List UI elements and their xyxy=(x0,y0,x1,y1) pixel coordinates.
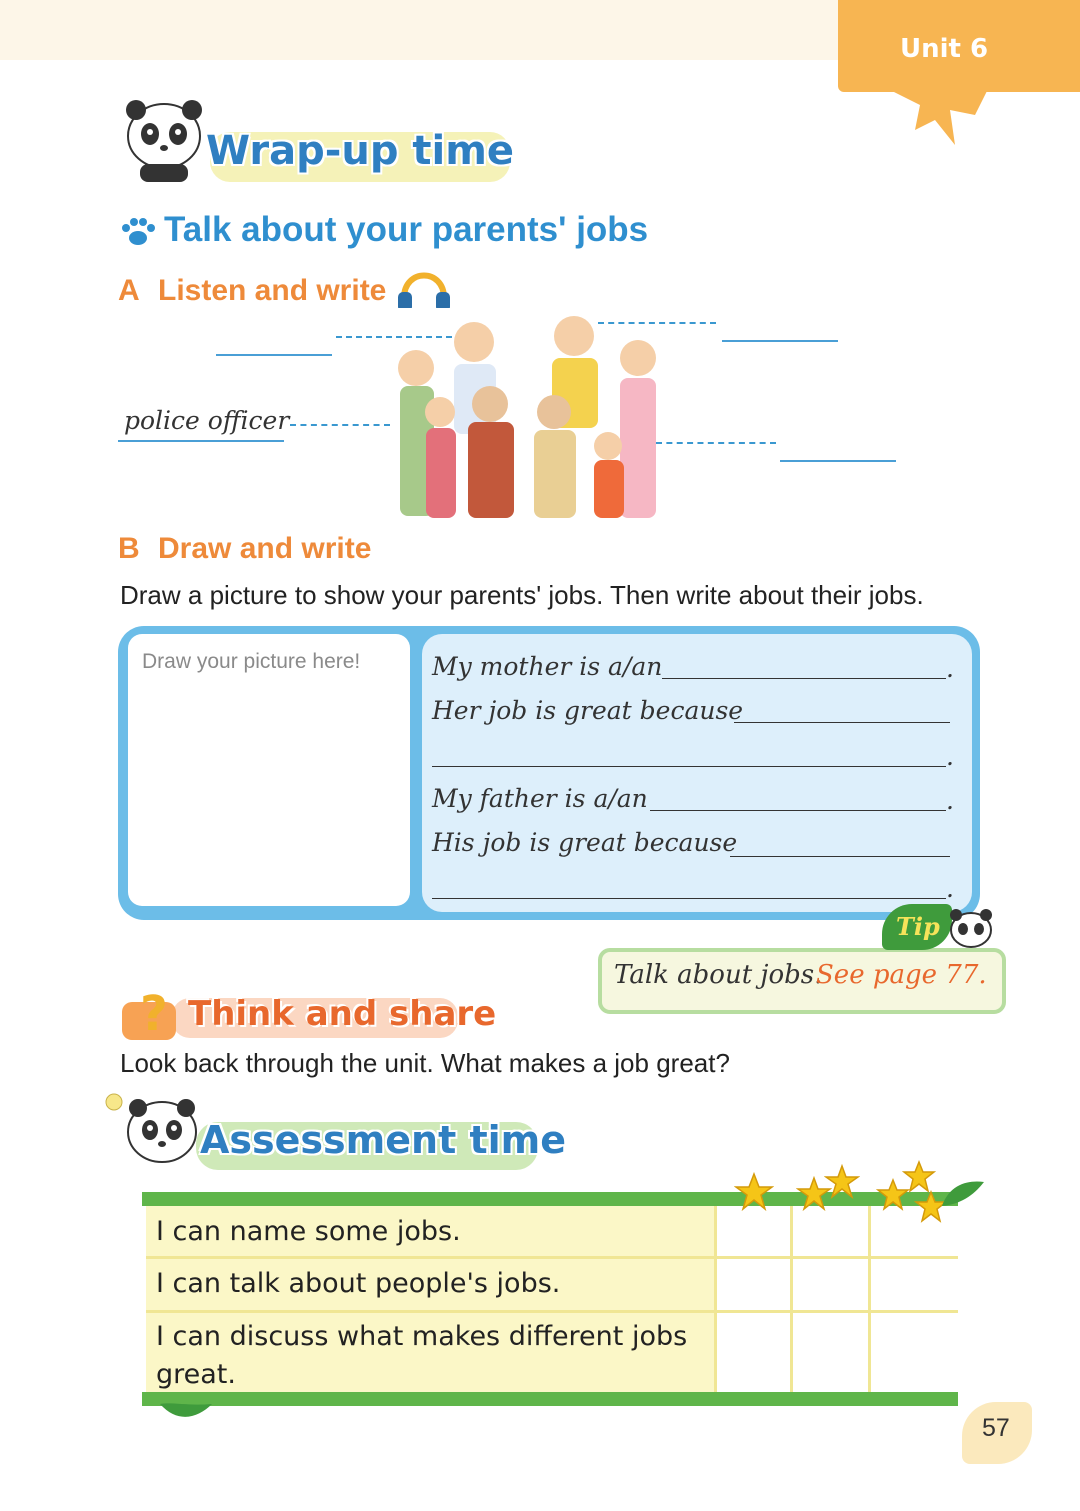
mother-prompt: My mother is a/an xyxy=(432,652,663,681)
panda-icon xyxy=(116,96,212,186)
row-divider xyxy=(146,1310,958,1313)
assessment-statement: I can name some jobs. xyxy=(156,1216,461,1247)
period: . xyxy=(946,786,954,815)
answer-line[interactable] xyxy=(216,354,332,356)
answer-example: police officer xyxy=(124,406,290,435)
column-divider xyxy=(714,1206,717,1392)
drawing-area[interactable] xyxy=(128,634,410,906)
column-divider xyxy=(790,1206,793,1392)
mother-job-line[interactable] xyxy=(662,678,946,679)
table-bottom-band xyxy=(142,1392,958,1406)
assessment-title: Assessment time xyxy=(200,1118,567,1162)
period: . xyxy=(946,654,954,683)
paw-icon xyxy=(120,216,156,248)
panda-icon xyxy=(946,906,996,950)
answer-line[interactable] xyxy=(780,460,896,462)
think-title: Think and share xyxy=(188,994,497,1034)
leaf-icon xyxy=(940,1178,986,1208)
think-question: Look back through the unit. What makes a job great? xyxy=(120,1048,730,1078)
rating-cell-1-star[interactable] xyxy=(718,1316,788,1390)
pointer-line xyxy=(598,322,716,324)
rating-cell-2-stars[interactable] xyxy=(794,1262,866,1308)
part-b-instruction: Draw a picture to show your parents' jobs. Then write about their jobs. xyxy=(120,580,924,610)
rating-cell-3-stars[interactable] xyxy=(872,1316,952,1390)
mother-reason-line[interactable] xyxy=(734,722,950,723)
assessment-statement: I can discuss what makes different jobs great. xyxy=(156,1321,688,1390)
tip-link[interactable]: See page 77. xyxy=(816,960,987,990)
rating-cell-1-star[interactable] xyxy=(718,1210,788,1254)
tip-text: Talk about jobs. xyxy=(614,960,823,990)
question-mark-icon xyxy=(118,982,182,1042)
leaf-icon xyxy=(158,1400,214,1426)
rating-cell-2-stars[interactable] xyxy=(794,1316,866,1390)
part-a-label: A xyxy=(118,274,140,307)
father-reason-line[interactable] xyxy=(730,856,950,857)
table-row xyxy=(146,1312,714,1392)
svg-text:?: ? xyxy=(140,986,168,1042)
part-b-label: B xyxy=(118,532,140,565)
rating-cell-1-star[interactable] xyxy=(718,1262,788,1308)
assessment-table xyxy=(142,1192,958,1406)
pointer-line xyxy=(656,442,776,444)
pointer-line xyxy=(336,336,452,338)
father-reason-prompt: His job is great because xyxy=(432,828,738,857)
wrap-up-title: Wrap-up time xyxy=(206,128,515,174)
topic-title: Talk about your parents' jobs xyxy=(164,210,649,249)
answer-line[interactable] xyxy=(722,340,838,342)
mother-reason-prompt: Her job is great because xyxy=(432,696,744,725)
unit-label: Unit 6 xyxy=(900,34,989,64)
mother-reason-line-2[interactable] xyxy=(432,766,946,767)
star-icon xyxy=(824,1164,860,1200)
draw-placeholder: Draw your picture here! xyxy=(142,650,361,673)
table-row xyxy=(146,1258,714,1312)
maple-leaf-icon xyxy=(880,60,1000,150)
assessment-statement: I can talk about people's jobs. xyxy=(156,1268,561,1299)
star-icon xyxy=(902,1160,936,1194)
part-b-title: Draw and write xyxy=(158,532,372,565)
answer-line xyxy=(118,440,284,442)
column-divider xyxy=(868,1206,871,1392)
tip-badge-label: Tip xyxy=(896,912,940,941)
father-reason-line-2[interactable] xyxy=(432,898,946,899)
part-a-title: Listen and write xyxy=(158,274,387,307)
pointer-line xyxy=(290,424,390,426)
period: . xyxy=(946,742,954,771)
father-job-line[interactable] xyxy=(650,810,946,811)
period: . xyxy=(946,874,954,903)
family-illustration xyxy=(386,308,662,524)
father-prompt: My father is a/an xyxy=(432,784,648,813)
star-icon xyxy=(734,1172,774,1212)
row-divider xyxy=(146,1256,958,1259)
panda-icon xyxy=(100,1086,200,1176)
table-row xyxy=(146,1206,714,1258)
page-number: 57 xyxy=(982,1414,1010,1442)
rating-cell-3-stars[interactable] xyxy=(872,1262,952,1308)
rating-cell-2-stars[interactable] xyxy=(794,1210,866,1254)
